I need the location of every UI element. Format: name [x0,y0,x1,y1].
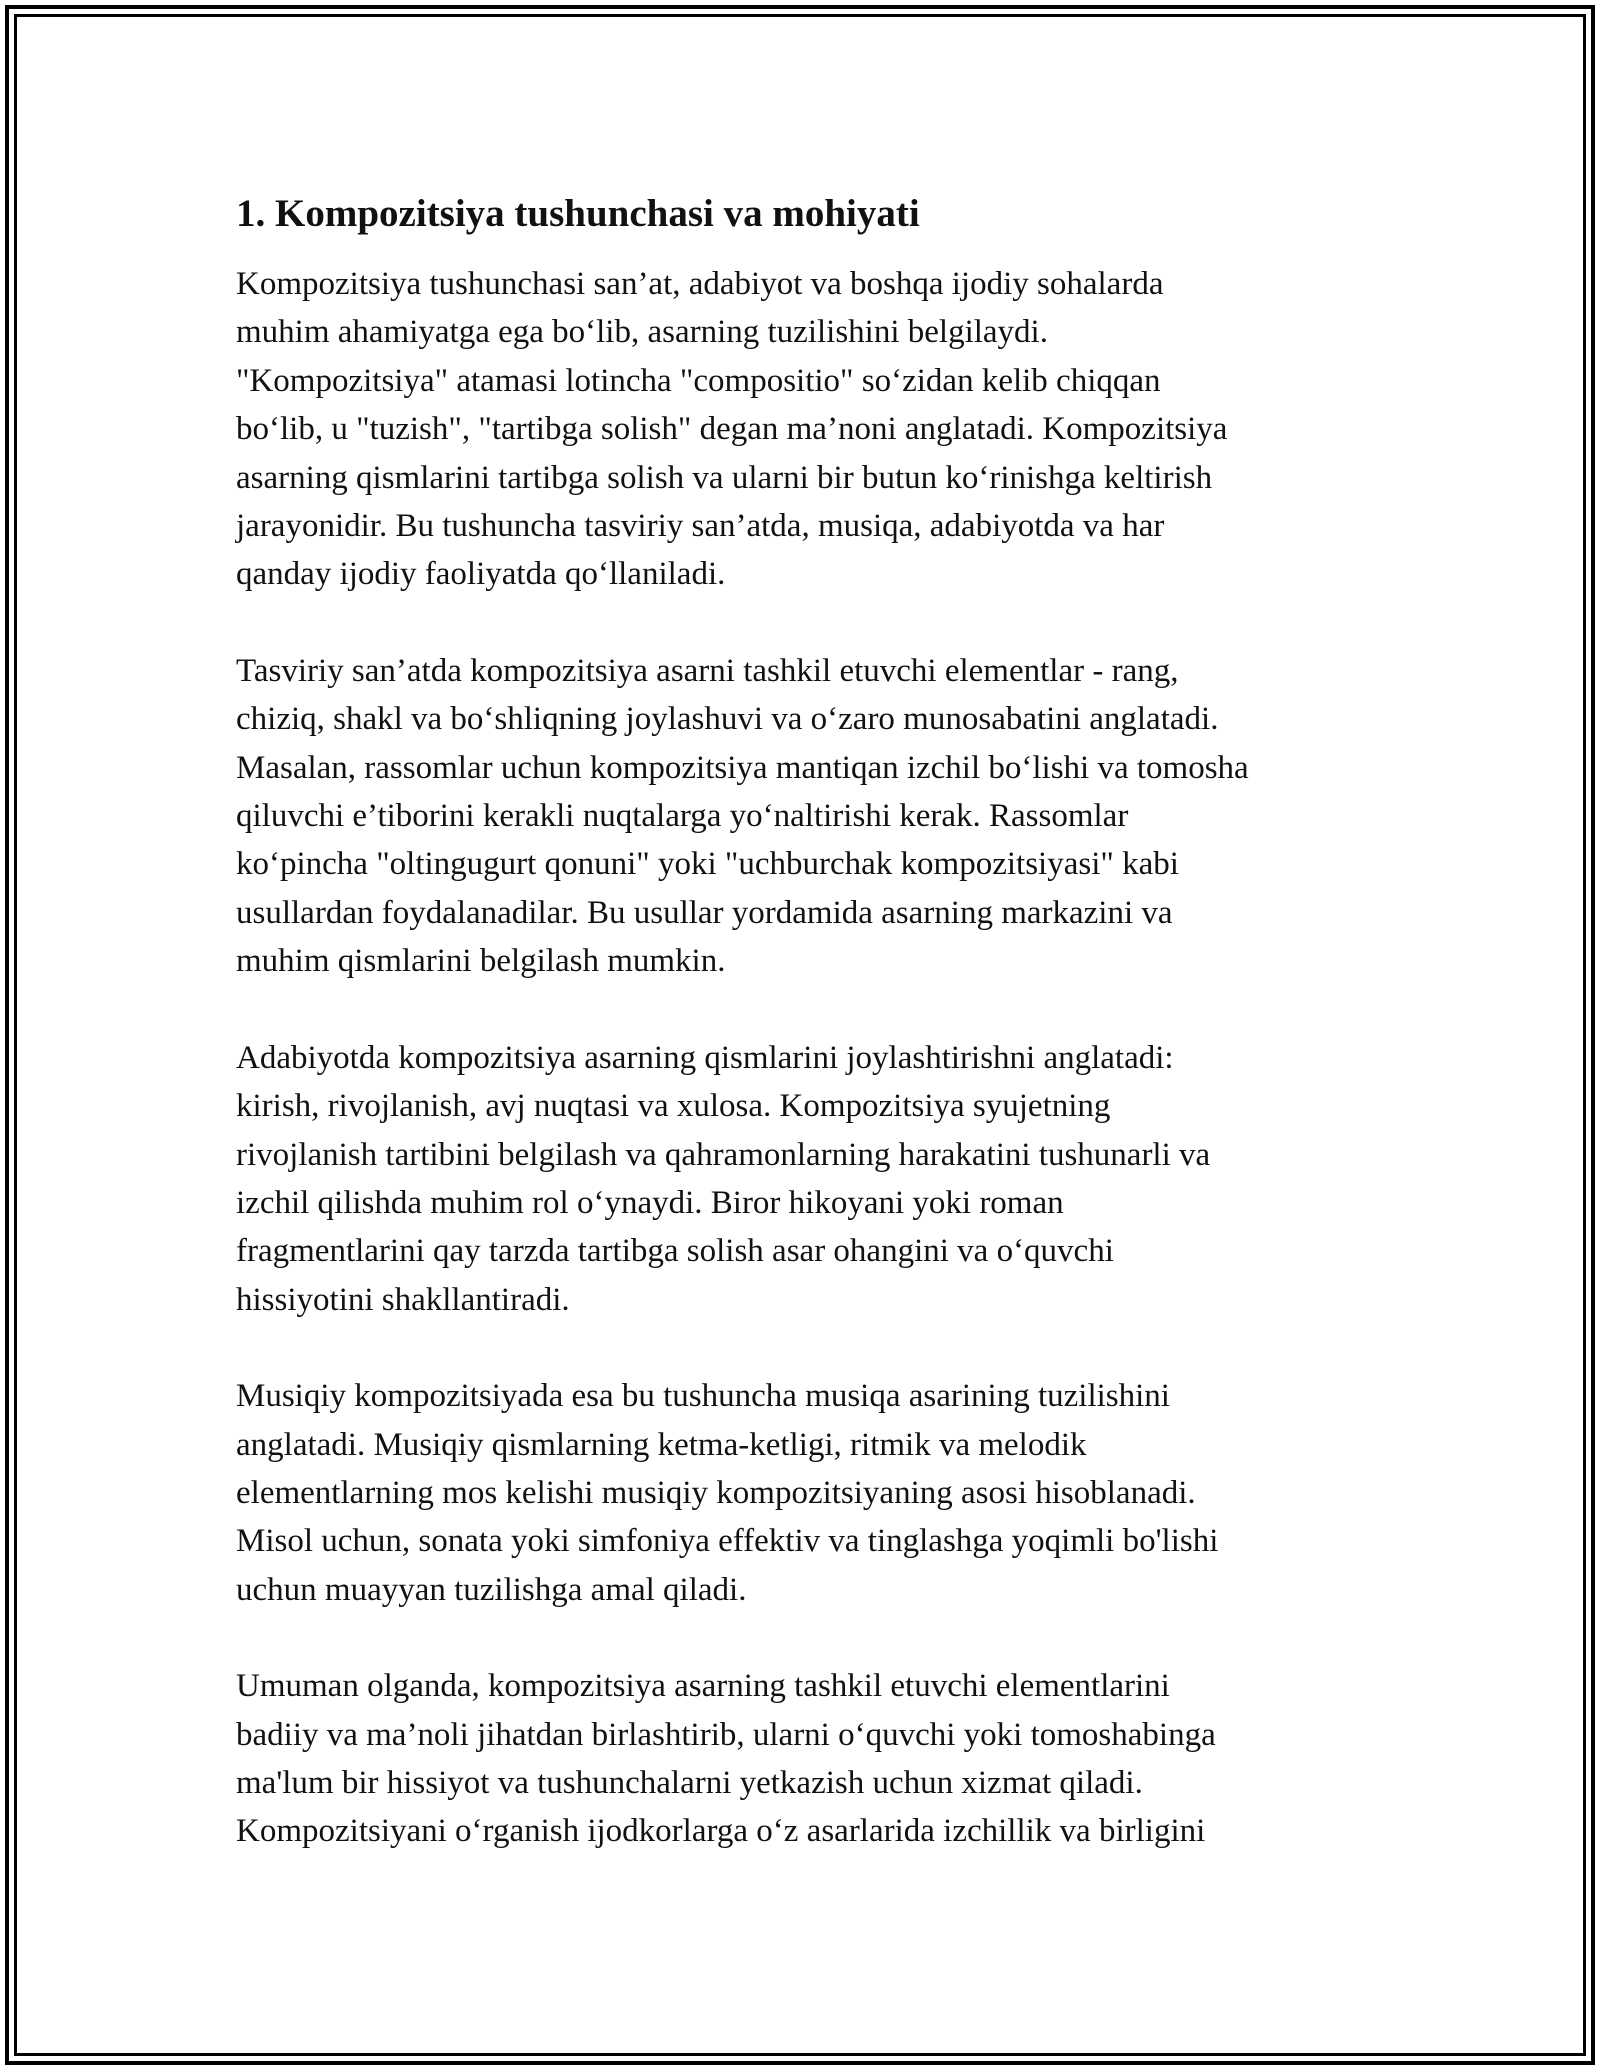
document-body [236,190,1386,1904]
paragraph-5: Umuman olganda, kompozitsiya asarning tashkil etuvchi elementlarini badiiy va ma’noli jihatdan birlashtirib, ularni oʻquvchi yoki tomoshabinga ma'lum bir hissiyot va tushunchalarni yetkazish uchun xizmat qiladi. Kompozitsiyani oʻrganish ijodkorlarga oʻz asarlarida izchillik va birligini [236,1668,1216,1850]
paragraph-2: Tasviriy san’atda kompozitsiya asarni tashkil etuvchi elementlar - rang, chiziq, shakl va boʻshliqning joylashuvi va oʻzaro munosabatini anglatadi. Masalan, rassomlar uchun kompozitsiya mantiqan izchil boʻlishi va tomosha qiluvchi e’tiborini kerakli nuqtalarga yoʻnaltirishi kerak. Rassomlar koʻpincha "oltingugurt qonuni" yoki "uchburchak kompozitsiyasi" kabi usullardan foydalanadilar. Bu usullar yordamida asarning markazini va muhim qismlarini belgilash mumkin. [236,652,1249,980]
paragraph-1: Kompozitsiya tushunchasi san’at, adabiyot va boshqa ijodiy sohalarda muhim ahamiyatga ega boʻlib, asarning tuzilishini belgilaydi. "Kompozitsiya" atamasi lotincha "compositio" soʻzidan kelib chiqqan boʻlib, u "tuzish", "tartibga solish" degan ma’noni anglatadi. Kompozitsiya asarning qismlarini tartibga solish va ularni bir butun koʻrinishga keltirish jarayonidir. Bu tushuncha tasviriy san’atda, musiqa, adabiyotda va har qanday ijodiy faoliyatda qoʻllaniladi. [236,266,1228,593]
paragraph-4: Musiqiy kompozitsiyada esa bu tushuncha musiqa asarining tuzilishini anglatadi. Musiqiy qismlarning ketma-ketligi, ritmik va melodik elementlarning mos kelishi musiqiy kompozitsiyaning asosi hisoblanadi. Misol uchun, sonata yoki simfoniya effektiv va tinglashga yoqimli bo'lishi uchun muayyan tuzilishga amal qiladi. [236,1378,1219,1608]
section-heading: 1. Kompozitsiya tushunchasi va mohiyati [236,192,920,235]
paragraph-3: Adabiyotda kompozitsiya asarning qismlarini joylashtirishni anglatadi: kirish, rivojlanish, avj nuqtasi va xulosa. Kompozitsiya syujetning rivojlanish tartibini belgilash va qahramonlarning harakatini tushunarli va izchil qilishda muhim rol oʻynaydi. Biror hikoyani yoki roman fragmentlarini qay tarzda tartibga solish asar ohangini va oʻquvchi hissiyotini shakllantiradi. [236,1039,1211,1318]
